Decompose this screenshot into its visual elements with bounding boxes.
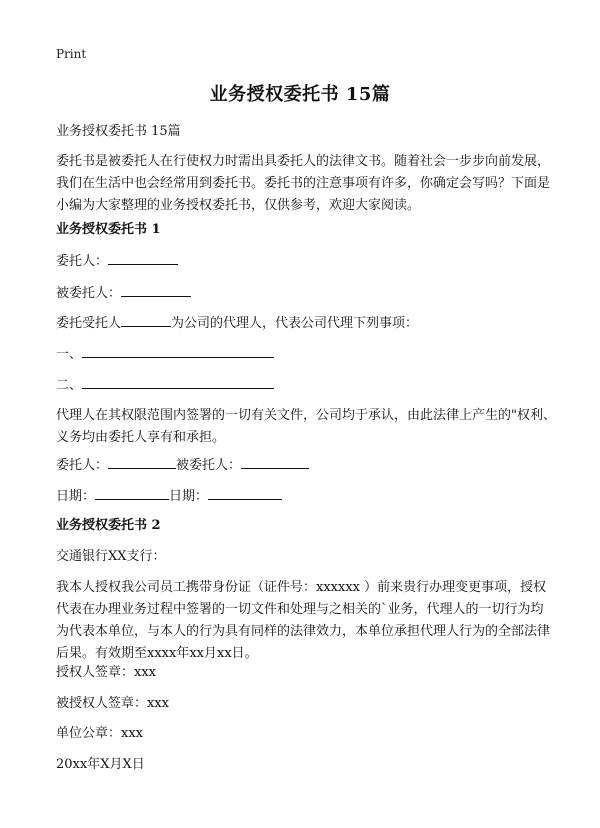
principal-label: 委托人：: [56, 254, 109, 269]
signature-line: [56, 454, 556, 477]
appoint-prefix: 委托受托人: [56, 316, 122, 331]
date-blank-two: [208, 485, 282, 500]
sign-principal-label: 委托人：: [56, 458, 109, 473]
principal-blank: [108, 250, 178, 265]
item-two-blank: [82, 374, 274, 389]
agent-blank: [121, 282, 191, 297]
date-label-one: 日期：: [56, 489, 96, 504]
document-subtitle: 业务授权委托书 15篇: [56, 124, 181, 139]
addressee-line: 交通银行XX支行：: [56, 549, 166, 564]
print-link[interactable]: Print: [56, 47, 87, 61]
agent-label: 被委托人：: [56, 286, 122, 301]
item-two-label: 二、: [56, 378, 83, 393]
unit-seal: 单位公章：xxx: [56, 726, 143, 741]
sign-principal-blank: [108, 454, 176, 469]
sign-agent-blank: [241, 454, 309, 469]
statement-paragraph: 代理人在其权限范围内签署的一切有关文件，公司均于承认，由此法律上产生的"权利、义务均由委托人享有和承担。: [56, 408, 556, 445]
item-one-blank: [82, 343, 274, 358]
appoint-line: [56, 312, 556, 335]
principal-line: [56, 250, 556, 273]
section2-heading: 业务授权委托书 2: [56, 518, 161, 533]
item-one-line: [56, 343, 556, 366]
appoint-blank: [121, 312, 171, 327]
grantee-signature: 被授权人签章：xxx: [56, 696, 169, 711]
authorization-paragraph: 我本人授权我公司员工携带身份证（证件号：xxxxxx ）前来贵行办理变更事项，授权代表在办理业务过程中签署的一切文件和处理与之相关的`业务，代理人的一切行为均为代表本单位，与本人的行为具有同样的法律效力，本单位承担代理人行为的全部法律后果。有效期至xxxx年xx月xx日。: [56, 580, 551, 661]
date-label-two: 日期：: [169, 489, 209, 504]
date-blank-one: [95, 485, 169, 500]
intro-paragraph: 委托书是被委托人在行使权力时需出具委托人的法律文书。随着社会一步步向前发展，我们在生活中也会经常用到委托书。委托书的注意事项有许多，你确定会写吗？下面是小编为大家整理的业务授权委托书，仅供参考，欢迎大家阅读。: [56, 154, 551, 213]
document-date: 20xx年X月X日: [56, 757, 145, 772]
date-line: [56, 485, 556, 508]
section1-heading: 业务授权委托书 1: [56, 222, 161, 237]
document-title: 业务授权委托书 15篇: [209, 84, 391, 105]
grantor-signature: 授权人签章：xxx: [56, 665, 156, 680]
item-one-label: 一、: [56, 347, 83, 362]
sign-agent-label: 被委托人：: [176, 458, 242, 473]
appoint-suffix: 为公司的代理人，代表公司代理下列事项：: [171, 316, 419, 331]
agent-line: [56, 282, 556, 305]
item-two-line: [56, 374, 556, 397]
